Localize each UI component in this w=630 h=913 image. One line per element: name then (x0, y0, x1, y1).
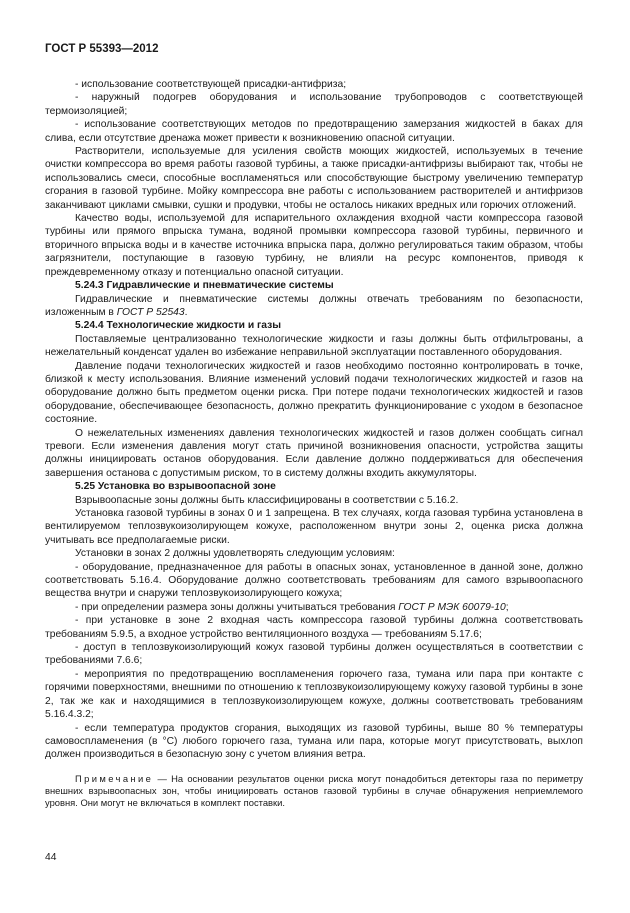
page-number: 44 (45, 852, 57, 863)
note (45, 773, 583, 810)
note-text: — На основании результатов оценки риска могут понадобиться детекторы газа по периметру внешних взрывоопасных зон, чтобы инициировать останов газовой турбины в случае обнаружения неприемлемого уровня. Они могут не включаться в комплект поставки. (45, 773, 583, 809)
standard-reference: ГОСТ Р 52543 (116, 306, 185, 318)
document-header: ГОСТ Р 55393—2012 (45, 43, 159, 55)
list-item: - использование соответствующей присадки-антифриза; (75, 79, 347, 90)
paragraph: Установки в зонах 2 должны удовлетворять следующим условиям: (75, 548, 395, 560)
paragraph: О нежелательных изменениях давления технологических жидкостей и газов должен сообщать сигнал тревоги. Если изменения давления могут стать причиной возникновения опасности, устройства защиты должны инициировать останов оборудования. Если давление должно поддерживаться для обеспечения завершения останова с допустимым риском, то в систему должны входить аккумуляторы. (45, 427, 583, 479)
list-item: - доступ в теплозвукоизолирующий кожух газовой турбины должен осуществляться в соответствии с требованиями 7.6.6; (45, 642, 583, 667)
paragraph-text: Гидравлические и пневматические системы должны отвечать требованиям по безопасности, изложенным в (45, 293, 583, 318)
paragraph: Установка газовой турбины в зонах 0 и 1 запрещена. В тех случаях, когда газовая турбина установлена в вентилируемом теплозвукоизолирующем кожухе, расположенном внутри зоны 2, оценка риска должна учитывать все предполагаемые риски. (45, 508, 583, 546)
list-item: - если температура продуктов сгорания, выходящих из газовой турбины, выше 80 % температуры самовоспламенения (в °С) любого горючего газа, тумана или пара, которые могут присутствовать, выхлоп должен производиться в безопасную зону с учетом влияния ветра. (45, 722, 583, 761)
list-item: - оборудование, предназначенное для работы в опасных зонах, установленное в данной зоне, должно соответствовать 5.16.4. Оборудование должно соответствовать требованиям для самого взрывоопасного вещества внутри и снаружи теплозвукоизолирующего кожуха; (45, 561, 583, 600)
standard-reference: ГОСТ Р МЭК 60079-10 (398, 601, 506, 613)
list-item-text: - при определении размера зоны должны учитываться требования (75, 601, 396, 613)
section-heading: 5.24.3 Гидравлические и пневматические системы (75, 280, 334, 292)
paragraph: Взрывоопасные зоны должны быть классифицированы в соответствии с 5.16.2. (75, 494, 459, 506)
section-heading: 5.24.4 Технологические жидкости и газы (75, 320, 282, 332)
list-item-tail: ; (505, 601, 509, 613)
document-body (45, 78, 583, 762)
list-item: - при установке в зоне 2 входная часть компрессора газовой турбины должна соответствовать требованиям 5.9.5, а входное устройство вентиляционного воздуха — требованиям 5.17.6; (45, 615, 583, 640)
list-item (45, 601, 583, 614)
paragraph-tail: . (184, 306, 188, 318)
note-label: Примечание (75, 773, 154, 784)
paragraph: Давление подачи технологических жидкостей и газов необходимо постоянно контролировать в точке, близкой к месту использования. Влияние изменений условий подачи технологических жидкостей и газов на оборудование должно быть предметом оценки риска. При потере подачи технологических жидкостей и газов оборудование, обеспечивающее безопасность, должно прекратить функционирование с уходом в безопасное состояние. (45, 360, 583, 426)
paragraph (45, 293, 583, 320)
list-item: - мероприятия по предотвращению воспламенения горючего газа, тумана или пара при контакте с горячими поверхностями, внешними по отношению к теплозвукоизолирующему кожуху газовой турбины в зоне 2, так же как и находящимися в теплозвукоизолирующем кожухе, должны соответствовать требованиям 5.16.4.3.2; (45, 668, 583, 721)
paragraph: Качество воды, используемой для испарительного охлаждения входной части компрессора газовой турбины или прямого впрыска тумана, водяной промывки компрессора газовой турбины, первичного и вторичного впрыска воды и в качестве источника впрыска пара, должно регулироваться таким образом, чтобы загрязнители, поступающие в газовую турбину, не влияли на ресурс компонентов, приводя к преждевременному отказу и потенциально опасной ситуации. (45, 213, 583, 278)
list-item: - использование соответствующих методов по предотвращению замерзания жидкостей в баках для слива, если отсутствие дренажа может привести к возникновению опасной ситуации. (45, 119, 583, 144)
list-item: - наружный подогрев оборудования и использование трубопроводов с соответствующей термоизоляцией; (45, 92, 583, 117)
paragraph: Растворители, используемые для усиления свойств моющих жидкостей, используемых в течение очистки компрессора во время работы газовой турбины, а также присадки-антифризы выбирают так, чтобы не использовались смеси, способные воспламеняться или способствующие быстрому увеличению температур сгорания в газовой турбине. Мойку компрессора вне работы с использованием растворителей и антифризов заканчивают циклами смывки, сушки и продувки, чтобы не осталось никаких вредных или горючих отложений. (45, 146, 583, 211)
section-heading: 5.25 Установка во взрывоопасной зоне (75, 481, 276, 493)
paragraph: Поставляемые централизованно технологические жидкости и газы должны быть отфильтрованы, а нежелательный конденсат удален во избежание неправильной эксплуатации поставленного оборудования. (45, 333, 583, 359)
